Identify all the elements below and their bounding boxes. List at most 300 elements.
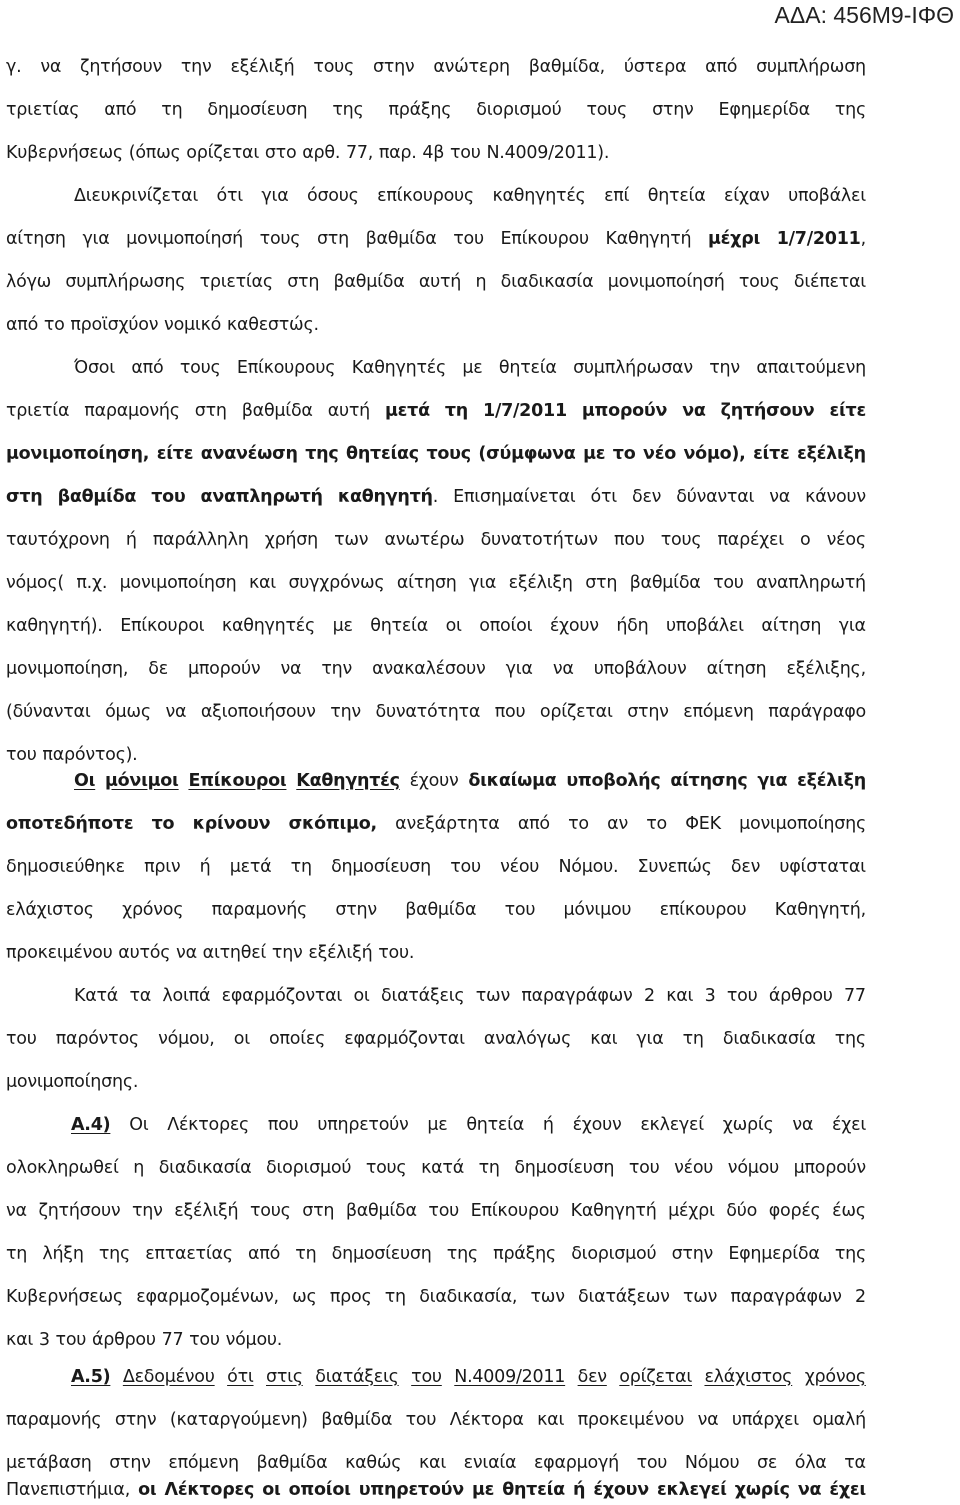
word: υποβάλουν [593, 659, 687, 679]
word: ή [125, 530, 137, 550]
word: νόμου [727, 1158, 779, 1178]
word: εξέλιξή [174, 1201, 239, 1221]
word: Νόμου [684, 1453, 740, 1473]
word: θητεία [502, 1480, 565, 1500]
word: αναπληρωτή [756, 573, 866, 593]
word: 1/7/2011 [483, 401, 567, 421]
text-line: Κυβερνήσεως (όπως ορίζεται στο αρθ. 77, παρ. 4β του Ν.4009/2011). [6, 143, 610, 163]
word: από [705, 57, 738, 77]
word: έχουν [572, 1115, 622, 1135]
word: πράξης [493, 1244, 556, 1264]
word: τους [426, 444, 471, 464]
word: τους [259, 229, 301, 249]
word: 2 [643, 986, 655, 1006]
word: και [248, 573, 276, 593]
text-line [6, 1024, 866, 1054]
text-line: μονιμοποίησης. [6, 1072, 139, 1092]
word: οποτεδήποτε [6, 814, 134, 834]
word: θητεία [370, 616, 429, 636]
word: να [792, 1115, 814, 1135]
text-line [6, 1362, 866, 1392]
word: του [453, 229, 484, 249]
word: αίτηση [396, 573, 457, 593]
word: επταετίας [145, 1244, 233, 1264]
word: είχαν [724, 186, 770, 206]
word: Ν.4009/2011 [454, 1367, 566, 1387]
word: της [332, 100, 364, 120]
word: Λέκτορα [449, 1410, 524, 1430]
word: να [40, 57, 62, 77]
word: δε [148, 659, 168, 679]
word: βαθμίδα [241, 401, 313, 421]
word: Επίκουροι [120, 616, 205, 636]
word: που [494, 702, 526, 722]
word: π.χ. [76, 573, 108, 593]
word: Επισημαίνεται [453, 487, 576, 507]
word: λόγω [6, 272, 52, 292]
word: συμπλήρωση [756, 57, 866, 77]
word: τη [384, 1287, 406, 1307]
word: της [446, 1244, 478, 1264]
word: Λέκτορες [164, 1480, 255, 1500]
text-line [6, 1405, 866, 1435]
word: και [537, 1410, 565, 1430]
word: για [505, 659, 533, 679]
word: προς [329, 1287, 372, 1307]
word: οποίοι [288, 1480, 351, 1500]
word: Όσοι [74, 358, 115, 378]
word: βαθμίδα [365, 229, 437, 249]
word: στην [109, 1453, 151, 1473]
word: έχουν [409, 771, 459, 791]
word: οποίες [269, 1029, 326, 1049]
text-line [6, 1153, 866, 1183]
word: της [834, 1244, 866, 1264]
word: θητεία [466, 1115, 525, 1135]
word: χρόνος [804, 1367, 866, 1387]
word: επίκουρους [377, 186, 474, 206]
word: την [180, 57, 212, 77]
word: (καταργούμενη) [169, 1410, 308, 1430]
word: τη [161, 100, 183, 120]
word: του [405, 1410, 437, 1430]
text-line [6, 1282, 866, 1312]
word: είτε [829, 401, 866, 421]
word: Κατά [74, 986, 119, 1006]
word: του [504, 900, 536, 920]
word: δημοσιεύθηκε [6, 857, 125, 877]
word: μονιμοποίησή [607, 272, 725, 292]
word: ανωτέρω [384, 530, 465, 550]
text-line [6, 1448, 866, 1478]
word: στη [302, 1201, 335, 1221]
word: Καθηγητή [605, 229, 692, 249]
text-line [6, 353, 866, 383]
word: χωρίς [734, 1480, 790, 1500]
text-line [6, 396, 866, 426]
word: παράγραφο [768, 702, 866, 722]
text-line: και 3 του άρθρου 77 του νόμου. [6, 1330, 283, 1350]
word: εφαρμόζονται [344, 1029, 465, 1049]
word: να [280, 659, 302, 679]
word: για [82, 229, 110, 249]
word: καθώς [345, 1453, 402, 1473]
word: Καθηγητές [296, 771, 400, 791]
text-line: του παρόντος). [6, 745, 138, 765]
word: και [590, 1029, 618, 1049]
word: δεν [577, 1367, 607, 1387]
word: οι [138, 1480, 157, 1500]
word: υποβάλει [666, 616, 744, 636]
word: στη [585, 573, 618, 593]
word: νόμο), [683, 444, 746, 464]
text-line [6, 525, 866, 555]
word: το [151, 814, 175, 834]
word: να [6, 1201, 27, 1221]
word: το [646, 814, 667, 834]
word: μέχρι [708, 229, 761, 249]
word: διορισμού [266, 1158, 352, 1178]
word: τους [586, 100, 628, 120]
word: 2 [854, 1287, 866, 1307]
word: τους [738, 272, 780, 292]
word: μονιμοποίηση, [6, 444, 150, 464]
word: τους [660, 530, 702, 550]
word: να [797, 1480, 822, 1500]
word: της [98, 1244, 131, 1264]
word: βαθμίδα [333, 272, 405, 292]
word: ελάχιστος [704, 1367, 793, 1387]
word: ελάχιστος [6, 900, 94, 920]
word: καθηγητή. [337, 487, 439, 507]
word: χρήση [264, 530, 318, 550]
word: οι [262, 1480, 281, 1500]
word: του [726, 986, 758, 1006]
word: του [428, 1201, 460, 1221]
text-line: προκειμένου αυτός να αιτηθεί την εξέλιξή του. [6, 943, 415, 963]
word: εφαρμοζομένων, [136, 1287, 279, 1307]
word: όλα [794, 1453, 827, 1473]
word: τους [249, 1201, 291, 1221]
word: αίτηση [6, 229, 66, 249]
word: τριετία [6, 401, 70, 421]
word: εξέλιξη [797, 771, 866, 791]
word: εξέλιξη [508, 573, 573, 593]
word: Κυβερνήσεως [6, 1287, 123, 1307]
word: μονιμοποίηση [119, 573, 237, 593]
word: οι [233, 1029, 250, 1049]
word: και [666, 986, 694, 1006]
word: υφίσταται [779, 857, 866, 877]
text-line [6, 611, 866, 641]
word: διαδικασία [722, 1029, 816, 1049]
word: του [411, 1367, 442, 1387]
word: δικαίωμα [468, 771, 557, 791]
text-line [6, 654, 866, 684]
word: καθηγητές [221, 616, 316, 636]
word: των [530, 1287, 565, 1307]
word: επόμενη [683, 702, 754, 722]
word: ότι [216, 186, 243, 206]
word: έχει [829, 1480, 866, 1500]
word: βαθμίδα [57, 487, 137, 507]
word: ζητήσουν [38, 1201, 121, 1221]
text-line [6, 1475, 866, 1505]
word: ενιαία [463, 1453, 517, 1473]
word: εκλεγεί [640, 1115, 704, 1135]
word: μπορούν [188, 659, 261, 679]
word: διαδικασία [158, 1158, 252, 1178]
word: κρίνουν [192, 814, 271, 834]
word: αυτή [327, 401, 371, 421]
word: έχουν [593, 1480, 649, 1500]
word: τη [6, 1244, 28, 1264]
word: στη [194, 401, 227, 421]
word: ήδη [616, 616, 649, 636]
word: του [713, 573, 744, 593]
word: στην [671, 1244, 714, 1264]
word: παραγράφων [521, 986, 633, 1006]
word: στη [6, 487, 43, 507]
word: έχουν [549, 616, 599, 636]
word: βαθμίδα [345, 1201, 417, 1221]
word: μετάβαση [6, 1453, 92, 1473]
word: τριετίας [6, 100, 80, 120]
word: είτε [156, 444, 194, 464]
word: την [321, 659, 352, 679]
word: ανεξάρτητα [395, 814, 500, 834]
word: βαθμίδα [405, 900, 477, 920]
word: δεν [730, 857, 761, 877]
word: τριετίας [199, 272, 273, 292]
word: στην [114, 1410, 157, 1430]
word: και [418, 1453, 446, 1473]
word: μέχρι [668, 1201, 715, 1221]
ada-code-header: ΑΔΑ: 456Μ9-ΙΦΘ [774, 2, 954, 28]
word: διατάξεων [578, 1287, 670, 1307]
word: με [462, 358, 483, 378]
word: επίκουρου [659, 900, 747, 920]
word: κάνουν [805, 487, 866, 507]
word: στη [287, 272, 320, 292]
word: λοιπά [162, 986, 211, 1006]
text-line [6, 981, 866, 1011]
word: θητεία [647, 186, 706, 206]
word: ότι [590, 487, 617, 507]
word: στη [316, 229, 349, 249]
word: μονιμοποίησή [126, 229, 243, 249]
word: της [305, 444, 339, 464]
word: παραμονής [6, 1410, 102, 1430]
word: τη [682, 1029, 704, 1049]
word: χωρίς [722, 1115, 774, 1135]
word: των [475, 986, 510, 1006]
word: τους [313, 57, 355, 77]
word: η [475, 272, 487, 292]
word: την [132, 1201, 163, 1221]
word: μόνιμου [563, 900, 632, 920]
word: εφαρμόζονται [221, 986, 343, 1006]
word: πράξης [388, 100, 452, 120]
text-line [6, 809, 866, 839]
word: δημοσίευση [331, 1244, 432, 1264]
word: η [133, 1158, 145, 1178]
word: με [583, 444, 606, 464]
word: αίτησης [670, 771, 748, 791]
text-line: από το προϊσχύον νομικό καθεστώς. [6, 315, 319, 335]
word: νέου [500, 857, 540, 877]
word: αναλόγως [483, 1029, 572, 1049]
word: του [636, 1453, 668, 1473]
word: με [427, 1115, 448, 1135]
word: ζητήσουν [720, 401, 815, 421]
word: φορές [768, 1201, 821, 1221]
word: της [834, 1029, 866, 1049]
word: ζητήσουν [80, 57, 162, 77]
word: Α.5) [71, 1367, 111, 1387]
word: τους [179, 358, 221, 378]
text-line [6, 439, 866, 469]
word: ομαλή [812, 1410, 866, 1430]
word: αν [607, 814, 628, 834]
text-line [6, 766, 866, 796]
word: επί [604, 186, 630, 206]
word: των [334, 530, 369, 550]
word: μπορούν [581, 401, 668, 421]
word: νόμου, [158, 1029, 215, 1049]
word: ανακαλέσουν [372, 659, 486, 679]
word: διορισμού [571, 1244, 657, 1264]
word: τους [365, 1158, 407, 1178]
word: (δύνανται [6, 702, 91, 722]
word: διαδικασία [500, 272, 594, 292]
word: των [682, 1287, 718, 1307]
word: εξέλιξης, [786, 659, 866, 679]
word: για [636, 1029, 664, 1049]
word: μόνιμοι [105, 771, 179, 791]
word: μπορούν [793, 1158, 866, 1178]
word: τα [129, 986, 152, 1006]
word: οποίοι [479, 616, 533, 636]
word: ως [292, 1287, 317, 1307]
word: επόμενη [168, 1453, 239, 1473]
word: στις [266, 1367, 303, 1387]
word: υπηρετούν [317, 1115, 409, 1135]
word: 3 [704, 986, 716, 1006]
word: κατά [421, 1158, 464, 1178]
word: Οι [129, 1115, 149, 1135]
word: που [267, 1115, 299, 1135]
word: παρέχει [717, 530, 784, 550]
word: Καθηγητή [570, 1201, 657, 1221]
word: Δεδομένου [122, 1367, 215, 1387]
word: καθηγητή). [6, 616, 103, 636]
word: να [697, 1410, 719, 1430]
word: βαθμίδα [321, 1410, 393, 1430]
word: υπηρετούν [358, 1480, 464, 1500]
word: υπάρχει [731, 1410, 799, 1430]
word: διέπεται [793, 272, 866, 292]
word: 77 [844, 986, 866, 1006]
word: Νόμου. [558, 857, 619, 877]
word: δημοσίευση [207, 100, 308, 120]
word: Λέκτορες [167, 1115, 250, 1135]
word: για [469, 573, 497, 593]
word: οι [353, 986, 370, 1006]
word: όμως [105, 702, 151, 722]
word: στην [627, 702, 669, 722]
word: ολοκληρωθεί [6, 1158, 119, 1178]
word: έχει [832, 1115, 866, 1135]
word: για [757, 771, 788, 791]
word: νόμος( [6, 573, 64, 593]
word: ανανέωση [200, 444, 298, 464]
word: ότι [227, 1367, 254, 1387]
word: Επίκουροι [188, 771, 287, 791]
word: λήξη [42, 1244, 84, 1264]
word: υποβάλει [788, 186, 866, 206]
word: βαθμίδα [256, 1453, 328, 1473]
word: δυνατοτήτων [480, 530, 598, 550]
word: ή [199, 857, 211, 877]
word: ΦΕΚ [685, 814, 721, 834]
text-line [6, 568, 866, 598]
word: τα [844, 1453, 866, 1473]
word: ανώτερη [433, 57, 510, 77]
word: να [682, 401, 706, 421]
word: Εφημερίδα [718, 100, 810, 120]
word: του [450, 857, 481, 877]
word: αναπληρωτή [200, 487, 323, 507]
word: εξέλιξη [797, 444, 866, 464]
word: βαθμίδα [629, 573, 701, 593]
word: νέο [643, 444, 676, 464]
word: εξέλιξή [230, 57, 295, 77]
text-line [6, 95, 866, 125]
word: τη [290, 857, 312, 877]
word: Καθηγητές [351, 358, 446, 378]
word: τη [295, 1244, 317, 1264]
word: 1/7/2011, [776, 229, 866, 249]
word: απαιτούμενη [756, 358, 866, 378]
word: οι [445, 616, 462, 636]
word: (σύμφωνα [478, 444, 576, 464]
word: Πανεπιστήμια, [6, 1480, 131, 1500]
word: στην [652, 100, 694, 120]
word: να [769, 487, 791, 507]
word: που [613, 530, 645, 550]
word: Επίκουρου [470, 1201, 560, 1221]
text-line [6, 52, 866, 82]
word: Διευκρινίζεται [74, 186, 198, 206]
word: δυνατότητα [375, 702, 481, 722]
word: μετά [385, 401, 430, 421]
word: Οι [74, 771, 96, 791]
word: συμπλήρωσαν [573, 358, 693, 378]
word: χρόνος [122, 900, 184, 920]
word: δημοσίευση [514, 1158, 615, 1178]
word: δύνανται [676, 487, 755, 507]
word: από [131, 358, 164, 378]
text-line [6, 181, 866, 211]
word: αίτηση [761, 616, 822, 636]
word: διορισμού [476, 100, 562, 120]
word: ταυτόχρονη [6, 530, 110, 550]
word: θητεία [498, 358, 557, 378]
text-line [6, 697, 866, 727]
word: ύστερα [623, 57, 687, 77]
word: με [332, 616, 353, 636]
